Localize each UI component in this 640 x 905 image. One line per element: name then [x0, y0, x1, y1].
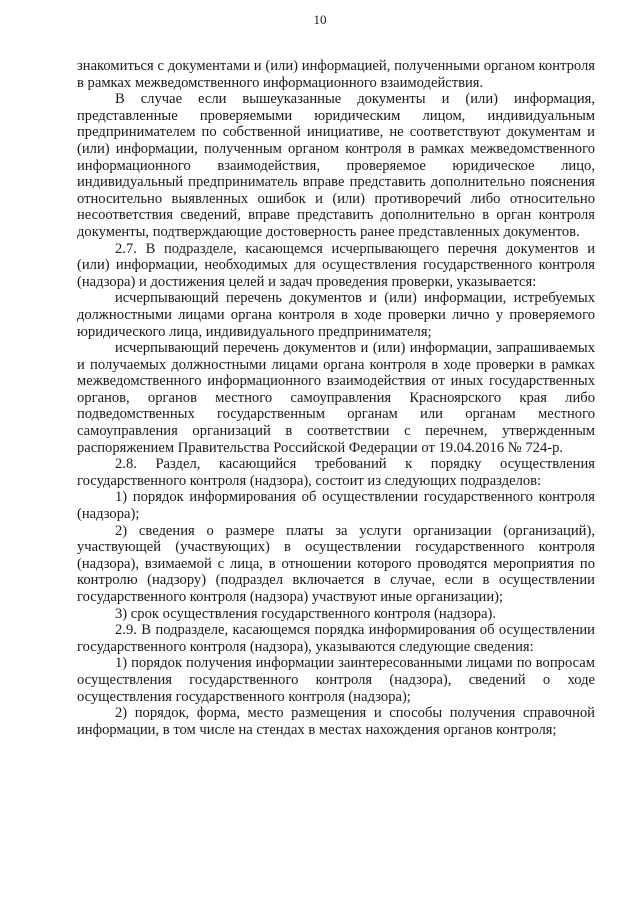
paragraph: исчерпывающий перечень документов и (или) информации, истребуемых должностными лицами органа контроля в ходе проверки лично у проверяемого юридического лица, индивидуального предпринимателя; [77, 290, 595, 340]
paragraph: 2.9. В подразделе, касающемся порядка информирования об осуществлении государственного контроля (надзора), указываются следующие сведения: [77, 622, 595, 655]
list-item: 1) порядок информирования об осуществлении государственного контроля (надзора); [77, 489, 595, 523]
paragraph: знакомиться с документами и (или) информацией, полученными органом контроля в рамках межведомственного информационного взаимодействия. [77, 58, 595, 91]
list-item: 2) сведения о размере платы за услуги организации (организаций), участвующей (участвующих) в осуществлении государственного контроля (надзора), взимаемой с лица, в отношении которого проводятся мероприятия по контролю (надзору) (подраздел включается в случае, если в осуществлении государственного контроля (надзора) участвуют иные организации); [77, 522, 595, 605]
paragraph: 2.8. Раздел, касающийся требований к порядку осуществления государственного контроля (надзора), состоит из следующих подразделов: [77, 456, 595, 489]
document-body [77, 58, 595, 738]
list-item: 1) порядок получения информации заинтересованными лицами по вопросам осуществления государственного контроля (надзора), сведений о ходе осуществления государственного контроля (надзора); [77, 655, 595, 705]
page-number: 10 [313, 12, 327, 27]
paragraph: В случае если вышеуказанные документы и (или) информация, представленные проверяемыми юридическим лицом, индивидуальным предпринимателем по собственной инициативе, не соответствуют документам и (или) информации, полученным органом контроля в рамках межведомственного информационного взаимодействия, проверяемое юридическое лицо, индивидуальный предприниматель вправе представить дополнительно пояснения относительно выявленных ошибок и (или) противоречий либо относительно несоответствия сведений, вправе представить дополнительно в орган контроля документы, подтверждающие достоверность ранее представленных документов. [77, 91, 595, 240]
paragraph: 2.7. В подразделе, касающемся исчерпывающего перечня документов и (или) информации, необходимых для осуществления государственного контроля (надзора) и достижения целей и задач проведения проверки, указывается: [77, 240, 595, 290]
paragraph: исчерпывающий перечень документов и (или) информации, запрашиваемых и получаемых должностными лицами органа контроля в ходе проверки в рамках межведомственного информационного взаимодействия от иных государственных органов, органов местного самоуправления Красноярского края либо подведомственных государственным органам или органам местного самоуправления организаций в соответствии с перечнем, утвержденным распоряжением Правительства Российской Федерации от 19.04.2016 № 724-р. [77, 340, 595, 456]
list-item: 2) порядок, форма, место размещения и способы получения справочной информации, в том числе на стендах в местах нахождения органов контроля; [77, 705, 595, 738]
list-item: 3) срок осуществления государственного контроля (надзора). [115, 605, 497, 622]
